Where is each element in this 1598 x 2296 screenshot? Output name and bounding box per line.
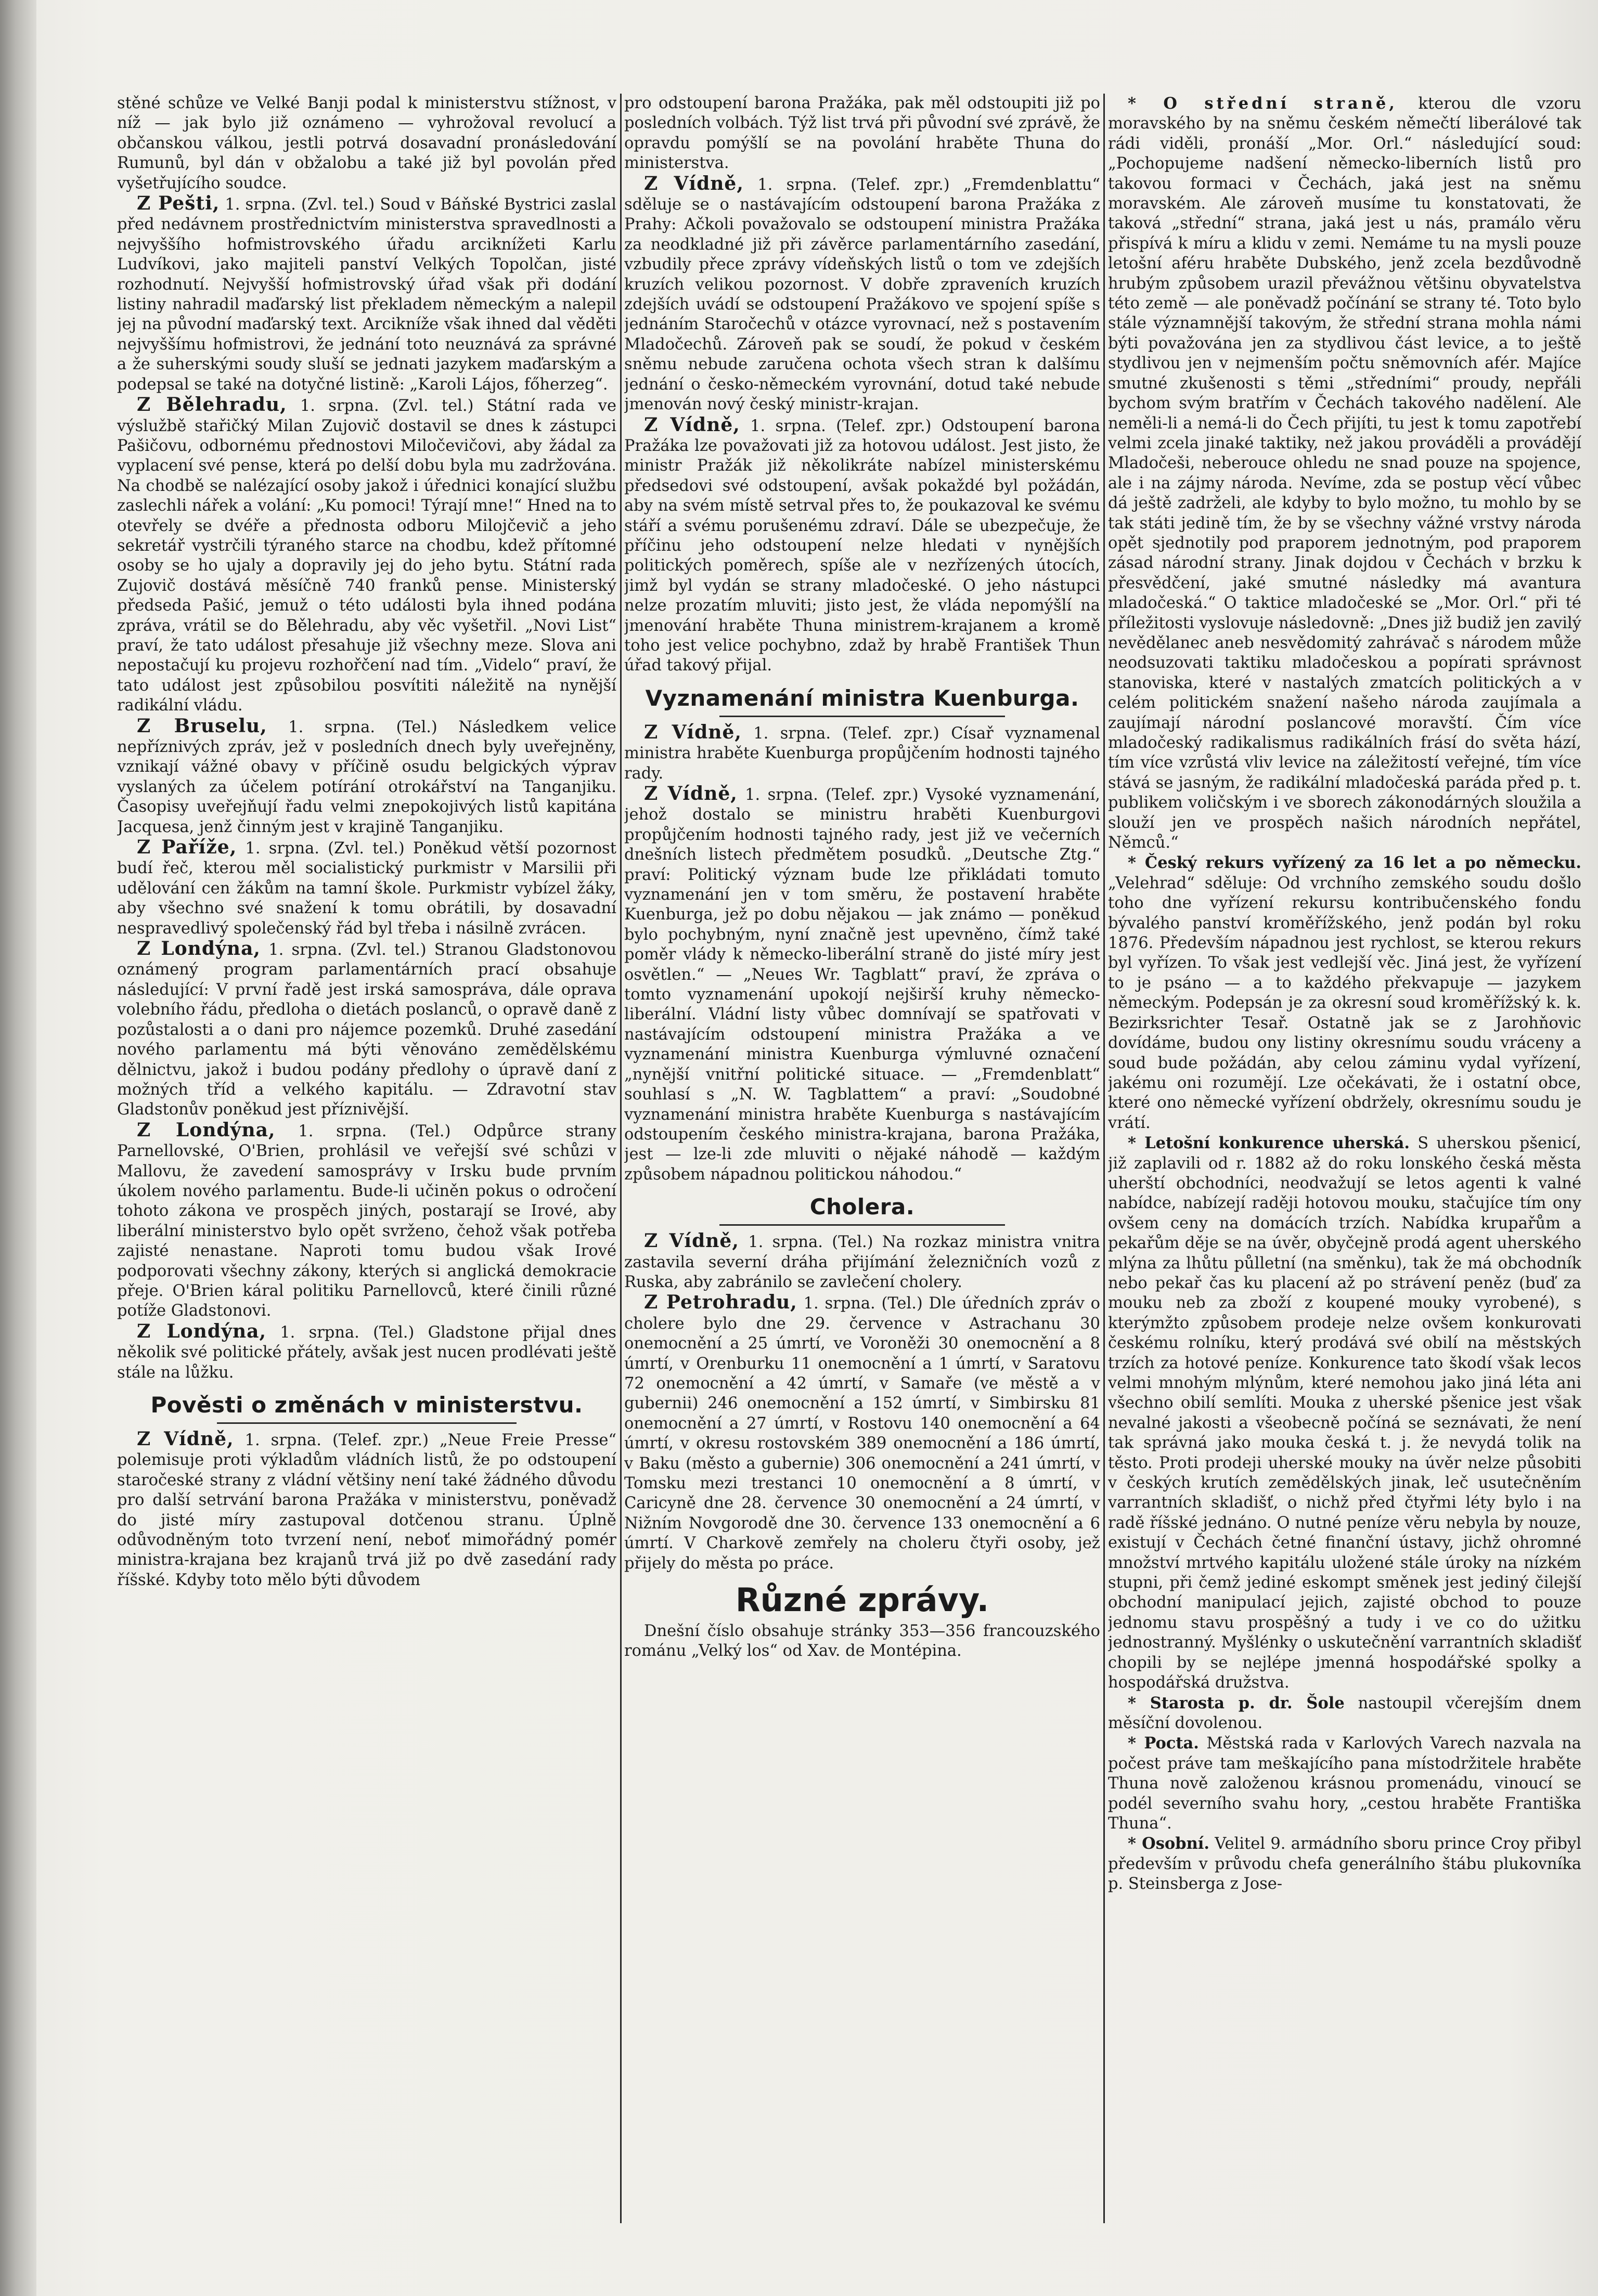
dispatch-vienna-1 <box>117 1429 616 1590</box>
section-heading: Pověsti o změnách v ministerstvu. <box>150 1392 583 1418</box>
dateline: Z Vídně, <box>644 783 738 805</box>
column-divider <box>1103 94 1105 2223</box>
dispatch-paris <box>117 837 616 939</box>
column-right <box>1108 94 1581 2275</box>
misc-note: Dnešní číslo obsahuje stránky 353—356 francouzského románu „Velký los“ od Xav. de Montépina. <box>624 1622 1100 1661</box>
dateline: Z Londýna, <box>137 1320 266 1342</box>
dispatch-text: 1. srpna. (Tel.) Na rozkaz ministra vnitra zastavila severní dráha přijímání železničních vozů z Ruska, aby zabránilo se zavlečení cholery. <box>624 1233 1100 1291</box>
dateline: Z Bělehradu, <box>137 394 287 416</box>
article-continuation: pro odstoupení barona Pražáka, pak měl odstoupiti již po posledních volbách. Týž list trvá při původní své zprávě, že opravdu pomýšlí se na povolání hraběte Thuna do ministerstva. <box>624 94 1100 173</box>
item-text: S uherskou pšenicí, již zaplavili od r. 1882 až do roku lonského česká města uherští obchodníci, neodvažují se letos agenti k valné nabídce, nabízejí raději hotovou mouku, stačujíce tím ony ovšem ceny na domácích trzích. Nabídka krupařům a pekařům děje se na úvěr, obyčejně prodá agent uherského mlýna za lhůtu půlletní (na směnku), tak že má obchodník nebo pekař čas ku placení až po strávení peněz (buď za mouku neb za zboží z koupené mouky vyrobené), s kterýmžto způsobem prodeje nelze ovšem konkurovati českému rolníku, který prodává své obilí na městských trzích za hotové peníze. Konkurence tato škodí však lecos velmi mnohým mlýnům, které nemohou jako jiná léta ani všechno obilí semlíti. Mouka z uherské pšenice jest však nevalné jakosti a všeobecně počíná se seznávati, že není tak správná jako mouka česká t. j. že nevydá tolik na těsto. Proti prodeji uherské mouky na úvěr nelze působiti v českých krutích zemědělských jinak, leč usutečněním varrantních skladišť, o nichž před čtyřmi léty bylo i na radě říšské jednáno. O nutné peníze věru nebyla by nouze, existují v Čechách četné finanční ústavy, jichž ohromné množství mrtvého kapitálu uložené stále úroky na nízkém stupni, při čemž jediné eskompt směnek jest jediný čilejší obchodní manipulací jejich, zajisté obchod to pouze jednomu stavu prospěšný a tudy i ve co do užitku jednostranný. Myšlénky o uskutečnění varrantních skladišť chopili by se nejlépe jmenná hospodářské spolky a hospodářská družstva. <box>1108 1134 1581 1692</box>
dateline: Z Londýna, <box>137 938 261 960</box>
item-czech-appeal <box>1108 853 1581 1133</box>
heading-underline <box>719 1224 1005 1226</box>
section-heading: Vyznamenání ministra Kuenburga. <box>645 685 1079 711</box>
dispatch-london-2 <box>117 1120 616 1321</box>
dispatch-text: 1. srpna. (Zvl. tel.) Státní rada ve výslužbě stařičký Milan Zujovič dostavil se dnes k zástupci Pašičovu, odbornému přednostovi Miločevičovi, aby žádal za vyplacení své pense, která po delší dobu byla mu zadržována. Na chodbě se nalézající osoby jakož i úřednici konající službu zaslechli nářek a volání: „Ku pomoci! Týrají mne!“ Hned na to otevřely se dvéře a přednosta odboru Milojčevič a jeho sekretář vystrčili týraného starce na chodbu, kdež přítomné osoby se ho ujaly a dopravily jej do jeho bytu. Státní rada Zujovič dostává měsíčně 740 franků pense. Ministerský předseda Pašić, jemuž o této události byla ihned podána zpráva, vrátil se do Bělehradu, aby věc vyšetřil. „Novi List“ praví, že tato událost přesahuje již všechny meze. Slova ani nepostačují ku projevu rozhořčení nad tím. „Videlo“ praví, že tato událost jest způsobilou posvítiti náležitě na nynější radikální vládu. <box>117 397 616 715</box>
item-lead: * Pocta. <box>1128 1734 1199 1753</box>
dateline: Z Vídně, <box>137 1428 234 1450</box>
item-lead: * Osobní. <box>1128 1834 1209 1853</box>
dateline: Z Vídně, <box>644 1230 739 1252</box>
dispatch-text: 1. srpna. (Telef. zpr.) Císař vyznamenal ministra hraběte Kuenburga propůjčením hodnosti tajného rady. <box>624 724 1100 783</box>
dispatch-text: 1. srpna. (Tel.) Následkem velice nepříznivých zpráv, jež v posledních dnech byly uveřejněny, vznikají vážné obavy v příčině osudu belgických výprav vyslaných za účelem potírání otrokářství na Tanganjiku. Časopisy uveřejňují řadu velmi znepokojivých listů kapitána Jacquesa, jenž činným jest v krajině Tanganjiku. <box>117 718 616 836</box>
item-hungarian-competition <box>1108 1133 1581 1693</box>
item-text: nastoupil včerejším dnem měsíční dovolenou. <box>1108 1694 1581 1732</box>
heading-underline <box>217 1422 517 1424</box>
column-middle <box>624 94 1100 2275</box>
heading-underline <box>719 716 1005 717</box>
item-text: „Velehrad“ sděluje: Od vrchního zemského soudu došlo toho dne vyřízení rekursu kontribučenského fondu bývalého panství kroměřížského, jenž podán byl roku 1876. Především nápadnou jest rychlost, se kterou rekurs byl vyřízen. To však jest vedlejší věc. Jiná jest, že vyřízení to je psáno — a to každého překvapuje — jazykem německým. Podepsán je za okresní soud kroměřížský k. k. Bezirksrichter Tesař. Ostatně jak se z Jarohňovic dovídáme, budou ony listiny okresnímu soudu vráceny a soud bude požádán, aby celou záminu vydal vyřízení, jakému oni rozumějí. Lze očekávati, že i ostatní obce, které ono německé vyřízení obdržely, okresnímu soudu je vrátí. <box>1108 874 1581 1132</box>
dispatch-text: 1. srpna. (Zvl. tel.) Poněkud větší pozornost budí řeč, kterou měl socialistický purkmistr v Marsilii při udělování cen žákům na tamní škole. Purkmistr vybízel žáky, aby všechno své snažení k tomu obrátili, by dosavadní nespravedlivý společenský řád byl třeba i násilně zvrácen. <box>117 839 616 938</box>
dateline: Z Petrohradu, <box>644 1291 797 1314</box>
item-lead: * Letošní konkurence uherská. <box>1128 1134 1410 1153</box>
column-left <box>117 94 616 2275</box>
item-lead: * Český rekurs vyřízený za 16 let a po německu. <box>1128 853 1581 873</box>
dateline: Z Bruselu, <box>137 715 267 737</box>
item-text: kterou dle vzoru moravského by na sněmu českém němečtí liberálové tak rádi viděli, pronáší „Mor. Orl.“ následující soud: „Pochopujeme nadšení německo-liberních listů pro takovou formaci v Čechách, jaká jest na sněmu moravském. Ale zároveň musíme tu konstatovati, že taková „střední“ strana, jaká jest u nás, pramálo věru přispívá k míru a klidu v zemi. Nemáme tu na mysli pouze letošní aféru hraběte Dubského, jenž zcela bezdůvodně hrubým způsobem urazil převážnou většinu obyvatelstva této země — ale poněvadž počínání se strany té. Toto bylo stále významnější takovým, že střední strana mohla námi býti považována jen za stydlivou část levice, a to ještě stydlivou jen v nejmenším počtu sněmovních afér. Majíce smutné zkušenosti s těmi „středními“ proudy, nepřáli bychom svým bratřím v Čechách takového nadělení. Ale neměli-li a nemá-li do Čech přijíti, tu jest k tomu zapotřebí velmi zcela jinaké taktiky, než jakou prováděli a provádějí Mladočeši, neberouce ohledu ne snad pouze na spojence, ale i na zájmy národa. Nevíme, zda se postup věcí vůbec dá ještě zadrželi, ale kdyby to bylo možno, tu mohlo by se tak státi jedině tím, že by se všechny vážné vrstvy národa opět sjednotily pod praporem jednotným, pod praporem zásad národní strany. Jinak dojdou v Čechách v brzku k přesvědčení, jaké smutné následky má avantura mladočeská.“ O taktice mladočeské se „Mor. Orl.“ při té příležitosti vyslovuje následovně: „Dnes již budiž jen zavilý nevědělanec aneb nesvědomitý zahrávač s národem může neodsuzovati taktiku mladočeskou a popírati správnost stanoviska, které v nastalých zmatcích politických a v celém politickém snažení našeho národa zaujímala a zaujímají národní poslancové moravští. Čím více mladočeský radikalismus radikálních frásí do světa hází, tím více vzrůstá vliv levice na záležitostí veřejné, tím více stává se jasným, že radikální mladočeská paráda před p. t. publikem voličským i ve sborech zákonodárných sloužila a slouží jen ve prospěch našich národních nepřátel, Němců.“ <box>1108 95 1581 852</box>
dispatch-vienna-5 <box>624 784 1100 1185</box>
item-lead: * Starosta p. dr. Šole <box>1128 1693 1345 1713</box>
dispatch-text: 1. srpna. (Tel.) Odpůrce strany Parnellovské, O'Brien, prohlásil ve veřejší své schůzi v Mallovu, že zavedení samosprávy v Irsku bude prvním úkolem nového parlamentu. Bude-li učiněn pokus o odročení tohoto zákona ve prospěch jiných, postarají se Irové, aby liberální ministerstvo bylo opět svrženo, čehož však potřeba zajisté nenastane. Naproti tomu budou však Irové podporovati všechny zákony, kterých si anglická demokracie přeje. O'Brien káral politiku Parnellovců, které činili různé potíže Gladstonovi. <box>117 1122 616 1320</box>
item-personal <box>1108 1834 1581 1894</box>
dispatch-text: 1. srpna. (Telef. zpr.) Odstoupení barona Pražáka lze považovati již za hotovou událost. Jest jisto, že ministr Pražák již několikráte nabízel ministerskému předsedovi své odstoupení, avšak pokaždé byl požádán, aby na svém místě setrval přes to, že poukazoval ke svému stáří a svému porušenému zdraví. Dále se ubezpečuje, že příčinu jeho odstoupení nelze hledati v nynějších politických poměrech, spíše ale v nezřízených útocích, jimž byl vydán se strany mladočeské. O jeho nástupci nelze prozatím mluviti; jisto jest, že vláda nepomýšlí na jmenování hraběte Thuna ministrem-krajanem a kromě toho jest velice pochybno, zdaž by hrabě František Thun úřad takový přijal. <box>624 417 1100 675</box>
dispatch-text: 1. srpna. (Zvl. tel.) Stranou Gladstonovou oznámený program parlamentárních prací obsahuje následující: V první řadě jest irská samospráva, dále oprava volebního řádu, předloha o dietách poslanců, o opravě daně z pozůstalosti a o dani pro nájemce pozemků. Druhé zasedání nového parlamentu má býti věnováno zemědělskému dělnictvu, jakož i budou podány předlohy o úpravě daní z možných tříd a velkého kapitálu. — Zdravotní stav Gladstonův poněkud jest příznivější. <box>117 941 616 1119</box>
item-honor <box>1108 1733 1581 1834</box>
dispatch-text: 1. srpna. (Tel.) Dle úředních zpráv o cholere bylo dne 29. července v Astrachanu 30 onemocnění a 25 úmrtí, ve Voroněži 30 onemocnění a 8 úmrtí, v Orenburku 11 onemocnění a 1 úmrtí, v Saratovu 72 onemocnění a 42 úmrtí, v Samaře (ve městě a v gubernii) 246 onemocnění a 152 úmrtí, v Simbirsku 81 onemocnění a 27 úmrtí, v Rostovu 140 onemocnění a 64 úmrtí, v okresu rostovském 389 onemocnění a 186 úmrtí, v Baku (město a gubernie) 306 onemocnění a 241 úmrtí, v Tomsku mezi trestanci 10 onemocnění a 8 úmrtí, v Caricyně dne 28. července 30 onemocnění a 24 úmrtí, v Nižním Novgorodě dne 30. července 133 onemocnění a 6 úmrtí. V Charkově zemřely na choleru čtyři osoby, jež přijely do města po práce. <box>624 1294 1100 1573</box>
article-continuation: stěné schůze ve Velké Banji podal k ministerstvu stížnost, v níž — jak bylo již oznámeno — vyhrožoval revolucí a občanskou válkou, jestli potrvá dosavadní pronásledování Rumunů, byl dán v obžalobu a také již byl povolán před vyšetřujícího soudce. <box>117 94 616 192</box>
section-heading: Cholera. <box>809 1194 915 1220</box>
dispatch-text: 1. srpna. (Telef. zpr.) „Neue Freie Presse“ polemisuje proti výkladům vládních listů, že po odstoupení staročeské strany z vládní většiny není také žádného důvodu pro další setrvání barona Pražáka v ministerstvu, poněvadž do jisté míry zastupoval dotčenou stranu. Úplně odůvodněným toto tvrzení není, neboť mimořádný pomér ministra-krajana bez krajanů trvá již po dvě zasedání rady říšské. Kdyby toto mělo býti důvodem <box>117 1431 616 1589</box>
dateline: Z Vídně, <box>644 172 744 194</box>
dateline: Z Paříže, <box>137 836 237 859</box>
dispatch-london-3 <box>117 1321 616 1383</box>
dispatch-vienna-4 <box>624 722 1100 784</box>
dateline: Z Vídně, <box>644 721 742 743</box>
item-text: Městská rada v Karlových Varech nazvala na počest práve tam meškajícího pana místodržitele hraběte Thuna nově založenou krásnou promenádu, vinoucí se podél severního svahu hory, „cestou hraběte Františka Thuna“. <box>1108 1734 1581 1833</box>
item-mayor <box>1108 1693 1581 1734</box>
dateline: Z Londýna, <box>137 1119 276 1141</box>
dispatch-vienna-6 <box>624 1231 1100 1292</box>
item-middle-party <box>1108 94 1581 853</box>
dispatch-vienna-2 <box>624 174 1100 415</box>
dispatch-brussels <box>117 716 616 837</box>
dispatch-text: 1. srpna. (Telef. zpr.) Vysoké vyznamenání, jehož dostalo se ministru hraběti Kuenburgovi propůjčením hodnosti tajného rady, jest již ve večerních dnešních listech předmětem posudků. „Deutsche Ztg.“ praví: Politický význam bude lze přikládati tomuto vyznamenání jen v tom směru, že postavení hraběte Kuenburga, jež po dobu nějakou — jak známo — poněkud bylo pochybným, nyní značně jest upevněno, čímž také poměr vlády k německo-liberální straně do jisté míry jest osvětlen.“ — „Neues Wr. Tagblatt“ praví, že zpráva o tomto vyznamenání upokojí nejširší kruhy německo-liberální. Vládní listy vůbec domnívají se spatřovati v nastávajícím odstoupení ministra Pražáka a ve vyznamenání ministra Kuenburga výmluvné označení „nynější vnitřní politické situace. — „Fremdenblatt“ souhlasí s „N. W. Tagblattem“ a praví: „Soudobné vyznamenání ministra hraběte Kuenburga s nastávajícím odstoupením českého ministra-krajana, barona Pražáka, jest — lze-li zde mluviti o nějaké náhodě — každým způsobem nápadnou politickou náhodou.“ <box>624 786 1100 1184</box>
item-text: Velitel 9. armádního sboru prince Croy přibyl především v průvodu chefa generálního štábu plukovníka p. Steinsberga z Jose- <box>1108 1835 1581 1893</box>
dispatch-pest <box>117 193 616 395</box>
item-lead: * O střední straně, <box>1128 94 1398 113</box>
dispatch-petersburg <box>624 1292 1100 1574</box>
dispatch-london-1 <box>117 939 616 1120</box>
dispatch-belgrade <box>117 395 616 716</box>
dispatch-text: 1. srpna. (Telef. zpr.) „Fremdenblattu“ sděluje se o nastávajícím odstoupení barona Pražáka z Prahy: Ačkoli považovalo se odstoupení ministra Pražáka za neodkladné již při závěrce parlamentárního zasedání, vzbudily přece zprávy vídeňských listů o tom ve zdejších kruzích velikou pozornost. V dobře zpraveních kruzích zdejších uvádí se odstoupení Pražákovo ve spojení spíše s jednáním Staročechů v otázce vyrovnací, než s postavením Mladočechů. Zároveň pak se soudí, že pokud v českém sněmu nebude zaručena ochota všech stran k dalšímu jednání o česko-německém vyrovnání, dotud také nebude jmenován nový český ministr-krajan. <box>624 175 1100 414</box>
dispatch-text: 1. srpna. (Zvl. tel.) Soud v Báňské Bystrici zaslal před nedávnem prostřednictvím ministerstva spravedlnosti a nejvyššího hofmistrovského úřadu arciknížeti Karlu Ludvíkovi, jako majiteli panství Velkých Topolčan, jisté rozhodnutí. Nejvyšší hofmistrovský úřad však při dodání listiny nahradil maďarský list překladem německým a nalepil jej na původní maďarský text. Arcikníže však ihned dal věděti nejvyššímu hofmistrovi, že jednání toto neuznává za správné a že suherskými soudy sluší se jednati jazykem maďarským a podepsal se také na dotyčné listině: „Karoli Lájos, főherzeg“. <box>117 196 616 394</box>
dispatch-text: 1. srpna. (Tel.) Gladstone přijal dnes několik své politické přátely, avšak jest nucen prodlévati ještě stále na lůžku. <box>117 1323 616 1382</box>
section-heading-large: Různé zprávy. <box>735 1581 989 1619</box>
dateline: Z Vídně, <box>644 413 740 436</box>
page-binding-edge <box>0 0 36 2296</box>
dateline: Z Pešti, <box>137 192 220 215</box>
dispatch-vienna-3 <box>624 415 1100 676</box>
column-divider <box>620 94 622 2223</box>
